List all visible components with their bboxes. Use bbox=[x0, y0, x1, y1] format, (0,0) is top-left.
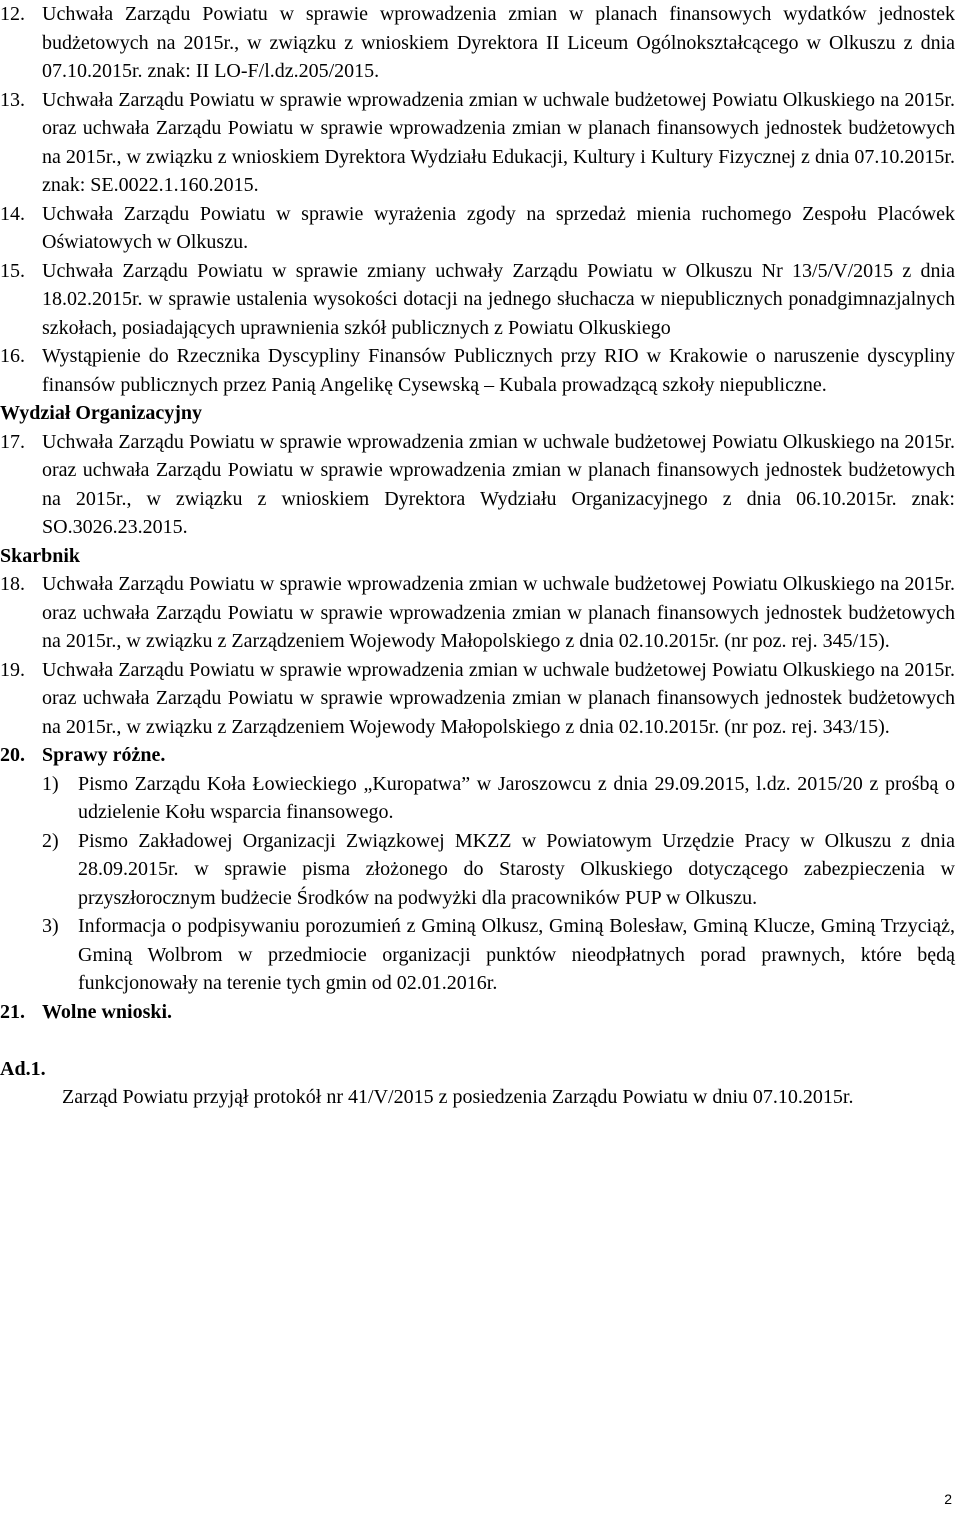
item-number: 12. bbox=[0, 3, 25, 25]
item-number: 17. bbox=[0, 430, 25, 453]
agenda-item-20 bbox=[0, 741, 955, 770]
subitem-text: Informacja o podpisywaniu porozumień z Gminą Olkusz, Gminą Bolesław, Gminą Klucze, Gminą Trzyciąż, Gminą Wolbrom w przedmiocie organizacji punktów nieodpłatnych porad prawnych, które będą funkcjonowały na terenie tych gmin od 02.01.2016r. bbox=[78, 915, 955, 994]
agenda-item-15 bbox=[0, 257, 955, 343]
agenda-item-18 bbox=[0, 570, 955, 656]
subitem-1 bbox=[0, 770, 955, 827]
item-number: 13. bbox=[0, 88, 25, 111]
agenda-item-14 bbox=[0, 200, 955, 257]
section-heading-organizacyjny: Wydział Organizacyjny bbox=[0, 402, 203, 424]
ad-heading: Ad.1. bbox=[0, 1057, 46, 1080]
ad-paragraph: Zarząd Powiatu przyjął protokół nr 41/V/2015 z posiedzenia Zarządu Powiatu w dniu 07.10.2015r. bbox=[62, 1086, 854, 1108]
subitem-text: Pismo Zakładowej Organizacji Związkowej MKZZ w Powiatowym Urzędzie Pracy w Olkuszu z dnia 28.09.2015r. w sprawie pisma złożonego do Starosty Olkuskiego dotyczącego zabezpieczenia w przyszłorocznym budżecie Środków na podwyżki dla pracowników PUP w Olkuszu. bbox=[78, 829, 955, 909]
item-number: 20. bbox=[0, 744, 25, 766]
item-text: Uchwała Zarządu Powiatu w sprawie wprowadzenia zmian w uchwale budżetowej Powiatu Olkuskiego na 2015r. oraz uchwała Zarządu Powiatu w sprawie wprowadzenia zmian w planach finansowych jednostek budżetowych na 2015r., w związku z wnioskiem Dyrektora Wydziału Edukacji, Kultury i Kultury Fizycznej z dnia 07.10.2015r. znak: SE.0022.1.160.2015. bbox=[42, 88, 955, 196]
item-number: 15. bbox=[0, 259, 25, 282]
agenda-item-17 bbox=[0, 428, 955, 542]
item-number: 18. bbox=[0, 573, 25, 595]
item-number: 19. bbox=[0, 658, 25, 681]
item-text: Uchwała Zarządu Powiatu w sprawie wyrażenia zgody na sprzedaż mienia ruchomego Zespołu Placówek Oświatowych w Olkuszu. bbox=[42, 202, 955, 253]
item-text: Uchwała Zarządu Powiatu w sprawie wprowadzenia zmian w planach finansowych wydatków jednostek budżetowych na 2015r., w związku z wnioskiem Dyrektora II Liceum Ogólnokształcącego w Olkuszu z dnia 07.10.2015r. znak: II LO-F/l.dz.205/2015. bbox=[42, 3, 955, 82]
subitem-number: 2) bbox=[42, 829, 59, 852]
item-text: Uchwała Zarządu Powiatu w sprawie zmiany uchwały Zarządu Powiatu w Olkuszu Nr 13/5/V/2015 z dnia 18.02.2015r. w sprawie ustalenia wysokości dotacji na jednego słuchacza w niepublicznych ponadgimnazjalnych szkołach, posiadających uprawnienia szkół publicznych z Powiatu Olkuskiego bbox=[42, 259, 955, 339]
subitem-number: 3) bbox=[42, 915, 59, 937]
agenda-item-12 bbox=[0, 0, 955, 86]
item-text: Uchwała Zarządu Powiatu w sprawie wprowadzenia zmian w uchwale budżetowej Powiatu Olkuskiego na 2015r. oraz uchwała Zarządu Powiatu w sprawie wprowadzenia zmian w planach finansowych jednostek budżetowych na 2015r., w związku z Zarządzeniem Wojewody Małopolskiego z dnia 02.10.2015r. (nr poz. rej. 343/15). bbox=[42, 658, 955, 738]
subitem-2 bbox=[0, 827, 955, 913]
item-text: Uchwała Zarządu Powiatu w sprawie wprowadzenia zmian w uchwale budżetowej Powiatu Olkuskiego na 2015r. oraz uchwała Zarządu Powiatu w sprawie wprowadzenia zmian w planach finansowych jednostek budżetowych na 2015r., w związku z wnioskiem Dyrektora Wydziału Organizacyjnego z dnia 06.10.2015r. znak: SO.3026.23.2015. bbox=[42, 430, 955, 538]
agenda-item-16 bbox=[0, 342, 955, 399]
subitem-number: 1) bbox=[42, 772, 59, 795]
subitem-3 bbox=[0, 912, 955, 998]
section-heading-skarbnik: Skarbnik bbox=[0, 544, 81, 567]
item-title: Sprawy różne. bbox=[42, 744, 166, 766]
item-number: 21. bbox=[0, 1000, 25, 1023]
agenda-item-21 bbox=[0, 998, 955, 1027]
subitem-text: Pismo Zarządu Koła Łowieckiego „Kuropatwa” w Jaroszowcu z dnia 29.09.2015, l.dz. 2015/20 z prośbą o udzielenie Kołu wsparcia finansowego. bbox=[78, 772, 955, 823]
item-text: Uchwała Zarządu Powiatu w sprawie wprowadzenia zmian w uchwale budżetowej Powiatu Olkuskiego na 2015r. oraz uchwała Zarządu Powiatu w sprawie wprowadzenia zmian w planach finansowych jednostek budżetowych na 2015r., w związku z Zarządzeniem Wojewody Małopolskiego z dnia 02.10.2015r. (nr poz. rej. 345/15). bbox=[42, 573, 955, 652]
item-number: 14. bbox=[0, 202, 25, 225]
blank-line bbox=[0, 1026, 955, 1055]
agenda-item-13 bbox=[0, 86, 955, 200]
item-number: 16. bbox=[0, 345, 25, 367]
item-text: Wystąpienie do Rzecznika Dyscypliny Finansów Publicznych przy RIO w Krakowie o naruszenie dyscypliny finansów publicznych przez Panią Angelikę Cysewską – Kubala prowadzącą szkoły niepubliczne. bbox=[42, 345, 955, 396]
page-number: 2 bbox=[944, 1491, 952, 1507]
item-title: Wolne wnioski. bbox=[42, 1000, 173, 1023]
agenda-item-19 bbox=[0, 656, 955, 742]
